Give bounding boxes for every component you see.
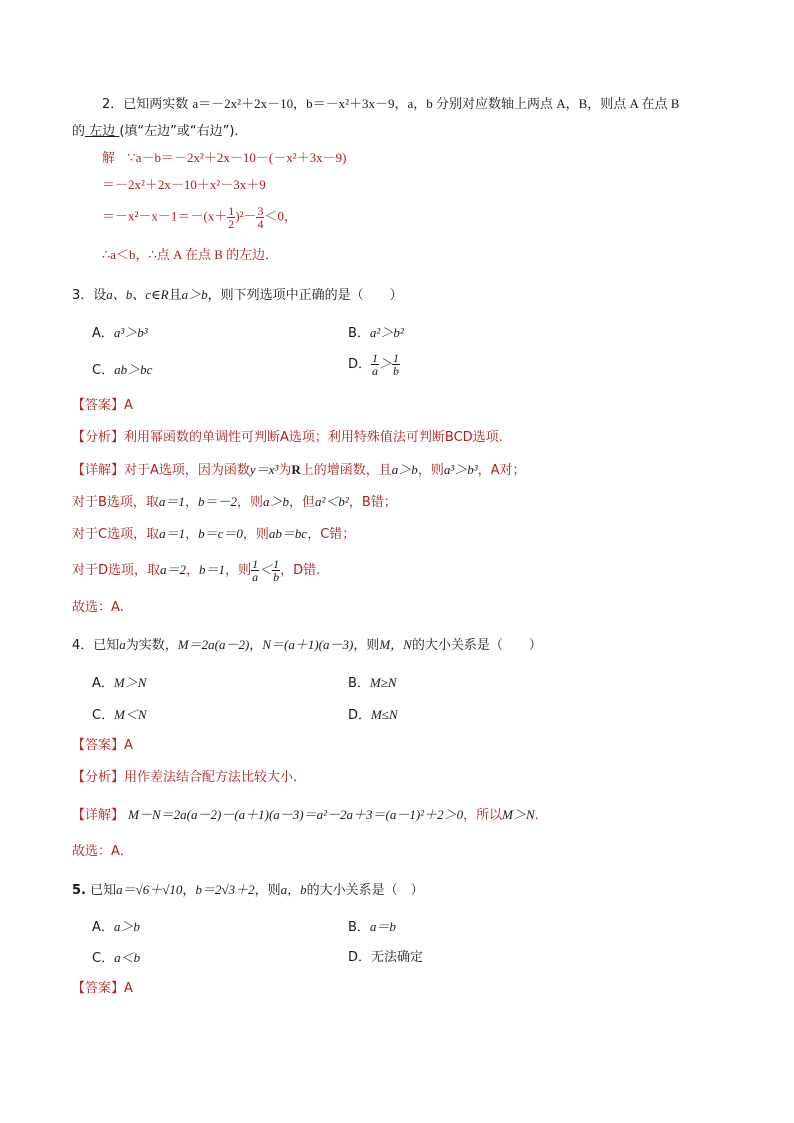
fraction: $\frac{1}{a}$ — [252, 557, 259, 584]
q2-expr: a＝－2x²＋2x－10，b＝－x²＋3x－9，a，b 分别对应数轴上两点 A，B，则点 A 在点 B — [192, 96, 680, 111]
q5-stem: 5. 已知a＝√6＋√10，b＝2√3＋2，则a，b的大小关系是（ ） — [72, 882, 424, 898]
q3-stem: 3．设a、b、c∈R且a＞b，则下列选项中正确的是（ ） — [72, 287, 403, 303]
q5-option-a[interactable]: A．a＞b — [92, 919, 140, 935]
fraction: $\frac{1}{b}$ — [393, 351, 400, 378]
q3-detail-3: 对于C选项，取a＝1，b＝c＝0，则ab＝bc，C错； — [72, 526, 356, 542]
q3-option-a[interactable]: A．a³＞b³ — [92, 325, 148, 341]
q2-solution-3: ＝－x²－x－1＝－(x＋ $\frac{1}{2}$ )²－ $\frac{3}{4}$ ＜0， — [102, 204, 297, 231]
q3-choose: 故选：A. — [72, 600, 124, 615]
q4-stem: 4．已知a为实数，M＝2a(a－2)，N＝(a＋1)(a－3)，则M，N的大小关系是（ ） — [72, 637, 542, 653]
fraction: $\frac{1}{a}$ — [372, 351, 379, 378]
fraction: $\frac{3}{4}$ — [257, 204, 264, 231]
q5-option-c[interactable]: C．a＜b — [92, 950, 141, 966]
fraction: $\frac{1}{b}$ — [273, 557, 280, 584]
q2-answer-blank: 左边 — [89, 124, 116, 139]
q3-analysis: 【分析】利用幂函数的单调性可判断A选项；利用特殊值法可判断BCD选项. — [72, 430, 503, 445]
q4-choose: 故选：A． — [72, 844, 133, 859]
q4-option-c[interactable]: C．M＜N — [92, 707, 147, 723]
q2-line2: 的 左边 (填“左边”或“右边”)． — [72, 124, 248, 139]
q3-option-c[interactable]: C．ab＞bc — [92, 362, 153, 378]
q2-solution-2: ＝－2x²＋2x－10＋x²－3x＋9 — [102, 177, 266, 192]
q2-solution-4: ∴a＜b，∴点 A 在点 B 的左边． — [102, 247, 279, 262]
q2-line1: 2．已知两实数 a＝－2x²＋2x－10，b＝－x²＋3x－9，a，b 分别对应数轴上两点 A，B，则点 A 在点 B — [102, 96, 680, 112]
q5-answer: 【答案】A — [72, 981, 133, 996]
q5-option-d[interactable]: D．无法确定 — [348, 950, 424, 965]
q3-option-d[interactable]: D． $\frac{1}{a}$ ＞ $\frac{1}{b}$ — [348, 351, 400, 378]
q5-option-b[interactable]: B．a＝b — [348, 919, 396, 935]
q3-detail-4: 对于D选项，取a＝2，b＝1，则 $\frac{1}{a}$ ＜ $\frac{1}{b}$ ，D错. — [72, 557, 321, 584]
q3-detail-1: 【详解】对于A选项，因为函数y＝x³为R上的增函数，且a＞b，则a³＞b³，A对； — [72, 462, 526, 478]
q3-answer: 【答案】A — [72, 398, 133, 413]
q3-option-b[interactable]: B．a²＞b² — [348, 325, 404, 341]
q4-option-a[interactable]: A．M＞N — [92, 675, 147, 691]
q4-detail: 【详解】 M－N＝2a(a－2)－(a＋1)(a－3)＝a²－2a＋3＝(a－1)²＋2＞0，所以M＞N． — [72, 807, 548, 823]
q2-solution-1: 解 ∵a－b＝－2x²＋2x－10－(－x²＋3x－9) — [102, 150, 347, 166]
q4-analysis: 【分析】用作差法结合配方法比较大小． — [72, 770, 307, 785]
q3-detail-2: 对于B选项，取a＝1，b＝－2，则a＞b，但a²＜b²，B错； — [72, 494, 397, 510]
q4-option-d[interactable]: D．M≤N — [348, 707, 398, 723]
fraction: $\frac{1}{2}$ — [228, 204, 235, 231]
q4-option-b[interactable]: B．M≥N — [348, 675, 397, 691]
q4-answer: 【答案】A — [72, 738, 133, 753]
